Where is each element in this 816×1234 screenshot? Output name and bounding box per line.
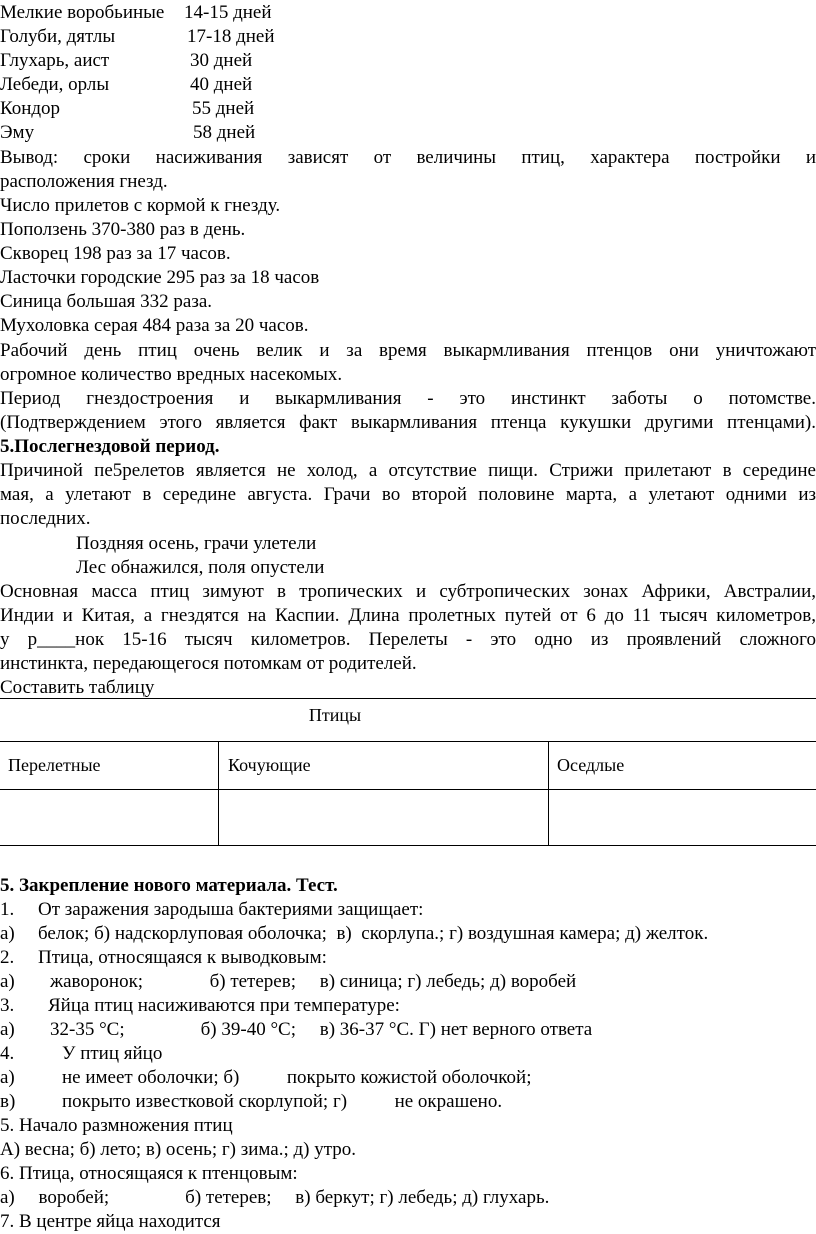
test-line: а) жаворонок; б) тетерев; в) синица; г) лебедь; д) воробей [0,971,577,992]
table-title: Птицы [308,705,362,725]
incubation-row: Кондор 55 дней [0,98,255,119]
test-line: а) не имеет оболочки; б) покрыто кожистой оболочкой; [0,1067,532,1088]
table-header-cell: Оседлые [557,755,625,775]
migration-text: Причиной пе5релетов является не холод, а отсутствие пищи. Стрижи прилетают в середине [0,460,816,481]
table-border [548,741,549,846]
test-line: 3. Яйца птиц насиживаются при температуре: [0,995,400,1016]
winter-text: Основная масса птиц зимуют в тропических и субтропических зонах Африки, Австралии, [0,581,816,602]
period-text: Период гнездостроения и выкармливания - это инстинкт заботы о потомстве. [0,388,816,409]
feeding-item: Скворец 198 раз за 17 часов. [0,243,231,264]
test-heading: 5. Закрепление нового материала. Тест. [0,875,338,896]
test-line: а) белок; б) надскорлуповая оболочка; в) скорлупа.; г) воздушная камера; д) желток. [0,923,709,944]
migration-text: мая, а улетают в середине августа. Грачи во второй половине марта, а улетают одними из [0,484,816,505]
conclusion-text: Вывод: сроки насиживания зависят от величины птиц, характера постройки и [0,147,816,168]
table-header-cell: Перелетные [8,755,101,775]
table-border [0,789,816,790]
test-line: а) воробей; б) тетерев; в) беркут; г) лебедь; д) глухарь. [0,1187,550,1208]
test-line: 5. Начало размножения птиц [0,1115,233,1136]
incubation-row: Лебеди, орлы 40 дней [0,74,253,95]
feeding-item: Мухоловка серая 484 раза за 20 часов. [0,315,309,336]
workday-text: огромное количество вредных насекомых. [0,364,343,385]
feeding-title: Число прилетов с кормой к гнезду. [0,195,281,216]
table-intro: Составить таблицу [0,677,155,698]
poem-line: Лес обнажился, поля опустели [76,557,325,578]
feeding-item: Синица большая 332 раза. [0,291,213,312]
winter-text: у р____нок 15-16 тысяч километров. Перелеты - это одно из проявлений сложного [0,629,816,650]
period-text: (Подтверждением этого является факт выкармливания птенца кукушки другими птенцами). [0,412,816,433]
incubation-row: Глухарь, аист 30 дней [0,50,253,71]
test-line: 6. Птица, относящаяся к птенцовым: [0,1163,298,1184]
table-border [0,741,816,742]
table-header-cell: Кочующие [228,755,311,775]
table-border [0,845,816,846]
section-heading: 5.Послегнездовой период. [0,436,220,457]
table-border [218,741,219,846]
test-line: 1. От заражения зародыша бактериями защищает: [0,899,424,920]
conclusion-text: расположения гнезд. [0,171,168,192]
test-line: 2. Птица, относящаяся к выводковым: [0,947,327,968]
incubation-row: Мелкие воробьиные 14-15 дней [0,2,272,23]
test-line: а) 32-35 °С; б) 39-40 °С; в) 36-37 °С. Г) нет верного ответа [0,1019,593,1040]
incubation-row: Голуби, дятлы 17-18 дней [0,26,275,47]
winter-text: Индии и Китая, а гнездятся на Каспии. Длина пролетных путей от 6 до 11 тысяч километров, [0,605,816,626]
poem-line: Поздняя осень, грачи улетели [76,533,317,554]
winter-text: инстинкта, передающегося потомкам от родителей. [0,653,417,674]
test-line: 4. У птиц яйцо [0,1043,163,1064]
test-line: А) весна; б) лето; в) осень; г) зима.; д) утро. [0,1139,357,1160]
workday-text: Рабочий день птиц очень велик и за время выкармливания птенцов они уничтожают [0,340,816,361]
feeding-item: Ласточки городские 295 раз за 18 часов [0,267,320,288]
incubation-row: Эму 58 дней [0,122,256,143]
migration-text: последних. [0,508,91,529]
test-line: в) покрыто известковой скорлупой; г) не окрашено. [0,1091,503,1112]
test-line: 7. В центре яйца находится [0,1211,221,1232]
table-border [0,698,816,699]
feeding-item: Поползень 370-380 раз в день. [0,219,246,240]
